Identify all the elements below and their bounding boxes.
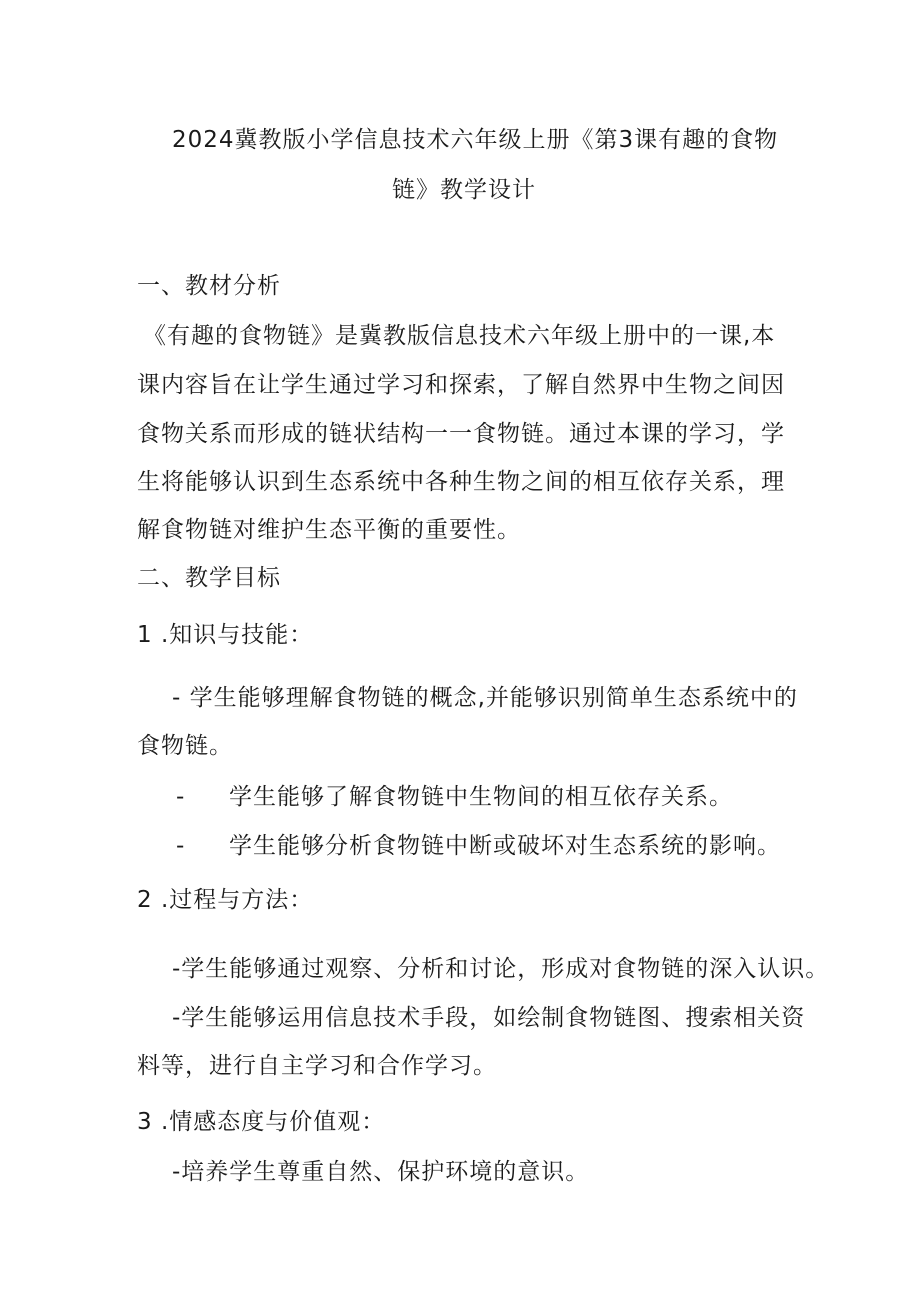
section1-para-line: 生将能够认识到生态系统中各种生物之间的相互依存关系，理 bbox=[137, 469, 785, 495]
goal1-item3-text: 学生能够分析食物链中断或破坏对生态系统的影响。 bbox=[229, 833, 781, 859]
goal2-heading: 2 .过程与方法： bbox=[137, 887, 314, 913]
goal1-item2-dash: - bbox=[176, 784, 186, 810]
goal1-item1-line1: - 学生能够理解食物链的概念,并能够识别简单生态系统中的 bbox=[172, 685, 798, 711]
goal1-item1-line2: 食物链。 bbox=[137, 733, 233, 759]
goal1-item2-text: 学生能够了解食物链中生物间的相互依存关系。 bbox=[229, 784, 733, 810]
section1-para-line: 课内容旨在让学生通过学习和探索，了解自然界中生物之间因 bbox=[137, 372, 785, 398]
section2-heading: 二、教学目标 bbox=[137, 565, 281, 591]
goal1-heading: 1 .知识与技能： bbox=[137, 622, 314, 648]
goal2-item2-line1: -学生能够运用信息技术手段，如绘制食物链图、搜索相关资 bbox=[172, 1005, 806, 1031]
section1-heading: 一、教材分析 bbox=[137, 273, 281, 299]
goal1-item3-dash: - bbox=[176, 833, 186, 859]
doc-title-line1: 2024冀教版小学信息技术六年级上册《第3课有趣的食物 bbox=[172, 127, 779, 153]
goal3-heading: 3 .情感态度与价值观： bbox=[137, 1109, 386, 1135]
section1-para-line: 《有趣的食物链》是冀教版信息技术六年级上册中的一课,本 bbox=[143, 323, 776, 349]
goal3-item1: -培养学生尊重自然、保护环境的意识。 bbox=[172, 1159, 590, 1185]
section1-para-line: 解食物链对维护生态平衡的重要性。 bbox=[137, 517, 521, 543]
doc-title-line2: 链》教学设计 bbox=[392, 177, 536, 203]
goal2-item1: -学生能够通过观察、分析和讨论，形成对食物链的深入认识。 bbox=[172, 956, 830, 982]
section1-para-line: 食物关系而形成的链状结构一一食物链。通过本课的学习，学 bbox=[137, 421, 785, 447]
goal2-item2-line2: 料等，进行自主学习和合作学习。 bbox=[137, 1053, 497, 1079]
